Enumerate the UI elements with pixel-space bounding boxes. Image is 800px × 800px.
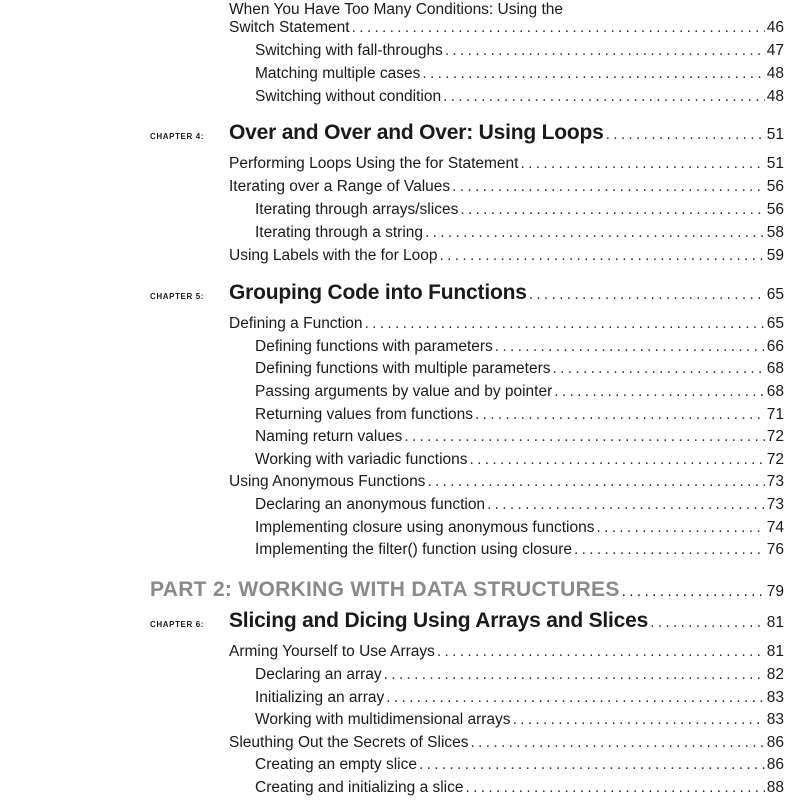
toc-subentry[interactable] — [255, 404, 784, 426]
toc-page-number: 47 — [766, 42, 784, 59]
toc-subentry[interactable] — [255, 494, 784, 516]
dot-leader — [404, 426, 764, 448]
toc-entry-label: Declaring an anonymous function — [255, 496, 486, 513]
toc-page-number: 68 — [766, 360, 784, 377]
toc-entry-label: Passing arguments by value and by pointer — [255, 383, 553, 400]
dot-leader — [445, 40, 765, 62]
dot-leader — [422, 63, 764, 85]
toc-entry[interactable] — [229, 245, 784, 267]
toc-page-number: 83 — [766, 711, 784, 728]
toc-subentry[interactable] — [255, 40, 784, 62]
dot-leader — [440, 245, 765, 267]
dot-leader — [650, 614, 765, 632]
toc-entry-label: Matching multiple cases — [255, 65, 421, 82]
toc-entry-label: Switching without condition — [255, 88, 442, 105]
toc-page-number: 72 — [766, 451, 784, 468]
dot-leader — [452, 176, 765, 198]
toc-page-number: 73 — [766, 473, 784, 490]
toc-subentry[interactable] — [255, 336, 784, 358]
toc-page-number: 83 — [766, 689, 784, 706]
toc-page-number: 88 — [766, 779, 784, 796]
toc-entry[interactable] — [229, 732, 784, 754]
dot-leader — [596, 517, 764, 539]
toc-page-number: 82 — [766, 666, 784, 683]
toc-subentry[interactable] — [255, 754, 784, 776]
dot-leader — [419, 754, 765, 776]
toc-page-number: 74 — [766, 519, 784, 536]
toc-entry-label: Defining functions with parameters — [255, 338, 493, 355]
chapter-heading-6[interactable] — [150, 609, 784, 639]
toc-entry[interactable] — [229, 471, 784, 493]
dot-leader — [427, 471, 764, 493]
dot-leader — [384, 664, 765, 686]
chapter-title: Grouping Code into Functions — [229, 281, 527, 304]
toc-subentry[interactable] — [255, 381, 784, 403]
toc-subentry[interactable] — [255, 687, 784, 709]
toc-entry-label: Creating and initializing a slice — [255, 779, 464, 796]
toc-page-number: 59 — [766, 247, 784, 264]
toc-entry-label: Using Anonymous Functions — [229, 473, 426, 490]
dot-leader — [495, 336, 765, 358]
toc-page-number: 46 — [766, 19, 784, 36]
toc-page-number: 51 — [766, 155, 784, 172]
dot-leader — [553, 358, 765, 380]
toc-entry-label: Implementing the filter() function using closure — [255, 541, 573, 558]
dot-leader — [352, 17, 765, 39]
toc-subentry[interactable] — [255, 426, 784, 448]
toc-page-number: 71 — [766, 406, 784, 423]
toc-entry[interactable] — [229, 176, 784, 198]
chapter-page-number: 65 — [766, 286, 784, 303]
chapter-heading-5[interactable] — [150, 281, 784, 311]
dot-leader — [622, 583, 765, 601]
toc-entry-label: Arming Yourself to Use Arrays — [229, 643, 435, 660]
toc-page-number: 66 — [766, 338, 784, 355]
toc-subentry[interactable] — [255, 449, 784, 471]
toc-subentry[interactable] — [255, 199, 784, 221]
chapter-tag: CHAPTER 4: — [150, 132, 205, 141]
toc-page-number: 86 — [766, 756, 784, 773]
dot-leader — [606, 126, 765, 144]
toc-entry[interactable] — [229, 153, 784, 175]
chapter-tag: CHAPTER 6: — [150, 620, 205, 629]
toc-entry-label: Switching with fall-throughs — [255, 42, 443, 59]
toc-entry-switch[interactable] — [229, 17, 784, 39]
toc-entry[interactable] — [229, 313, 784, 335]
toc-page-number: 72 — [766, 428, 784, 445]
part-heading-2[interactable] — [150, 578, 784, 608]
dot-leader — [443, 86, 765, 108]
dot-leader — [475, 404, 765, 426]
toc-entry-label: Sleuthing Out the Secrets of Slices — [229, 734, 469, 751]
toc-subentry[interactable] — [255, 358, 784, 380]
toc-subentry[interactable] — [255, 709, 784, 731]
toc-entry-label: Performing Loops Using the for Statement — [229, 155, 519, 172]
dot-leader — [425, 222, 765, 244]
chapter-title: Slicing and Dicing Using Arrays and Slices — [229, 609, 649, 632]
toc-subentry[interactable] — [255, 539, 784, 561]
toc-entry-label: Returning values from functions — [255, 406, 473, 423]
toc-page-number: 56 — [766, 201, 784, 218]
toc-entry-label: Initializing an array — [255, 689, 385, 706]
toc-entry-label: Iterating through a string — [255, 224, 424, 241]
toc-entry-label: Iterating over a Range of Values — [229, 178, 451, 195]
toc-page-number: 65 — [766, 315, 784, 332]
chapter-page-number: 51 — [766, 126, 784, 143]
toc-page-number: 76 — [766, 541, 784, 558]
toc-subentry[interactable] — [255, 222, 784, 244]
toc-page-number: 56 — [766, 178, 784, 195]
toc-entry-label: Defining functions with multiple parameters — [255, 360, 551, 377]
toc-subentry[interactable] — [255, 63, 784, 85]
dot-leader — [529, 286, 765, 304]
dot-leader — [554, 381, 764, 403]
toc-entry-label: Declaring an array — [255, 666, 382, 683]
toc-entry-label: Implementing closure using anonymous functions — [255, 519, 595, 536]
dot-leader — [471, 732, 765, 754]
toc-subentry[interactable] — [255, 517, 784, 539]
toc-page-number: 81 — [766, 643, 784, 660]
dot-leader — [487, 494, 765, 516]
chapter-title: Over and Over and Over: Using Loops — [229, 121, 604, 144]
dot-leader — [520, 153, 764, 175]
toc-entry-label: Naming return values — [255, 428, 403, 445]
toc-subentry[interactable] — [255, 777, 784, 799]
toc-entry-label: Creating an empty slice — [255, 756, 417, 773]
part-title: PART 2: WORKING WITH DATA STRUCTURES — [150, 578, 620, 601]
toc-subentry[interactable] — [255, 86, 784, 108]
dot-leader — [460, 199, 764, 221]
toc-entry[interactable] — [229, 641, 784, 663]
toc-page-number: 86 — [766, 734, 784, 751]
toc-entry-switch-line1[interactable]: When You Have Too Many Conditions: Using the — [229, 1, 564, 18]
dot-leader — [470, 449, 765, 471]
dot-leader — [466, 777, 765, 799]
dot-leader — [365, 313, 765, 335]
toc-page-number: 48 — [766, 65, 784, 82]
toc-page-number: 58 — [766, 224, 784, 241]
dot-leader — [437, 641, 765, 663]
toc-page-number: 68 — [766, 383, 784, 400]
toc-subentry[interactable] — [255, 664, 784, 686]
toc-page-number: 48 — [766, 88, 784, 105]
part-page-number: 79 — [766, 583, 784, 600]
toc-entry-label: Defining a Function — [229, 315, 363, 332]
chapter-tag: CHAPTER 5: — [150, 292, 205, 301]
toc-entry-label: Using Labels with the for Loop — [229, 247, 438, 264]
toc-page-number: 73 — [766, 496, 784, 513]
chapter-page-number: 81 — [766, 614, 784, 631]
toc-entry-label: Working with multidimensional arrays — [255, 711, 511, 728]
dot-leader — [386, 687, 765, 709]
dot-leader — [513, 709, 765, 731]
dot-leader — [574, 539, 765, 561]
chapter-heading-4[interactable] — [150, 121, 784, 151]
toc-entry-label: Switch Statement — [229, 19, 350, 36]
toc-entry-label: Iterating through arrays/slices — [255, 201, 459, 218]
toc-entry-label: Working with variadic functions — [255, 451, 468, 468]
